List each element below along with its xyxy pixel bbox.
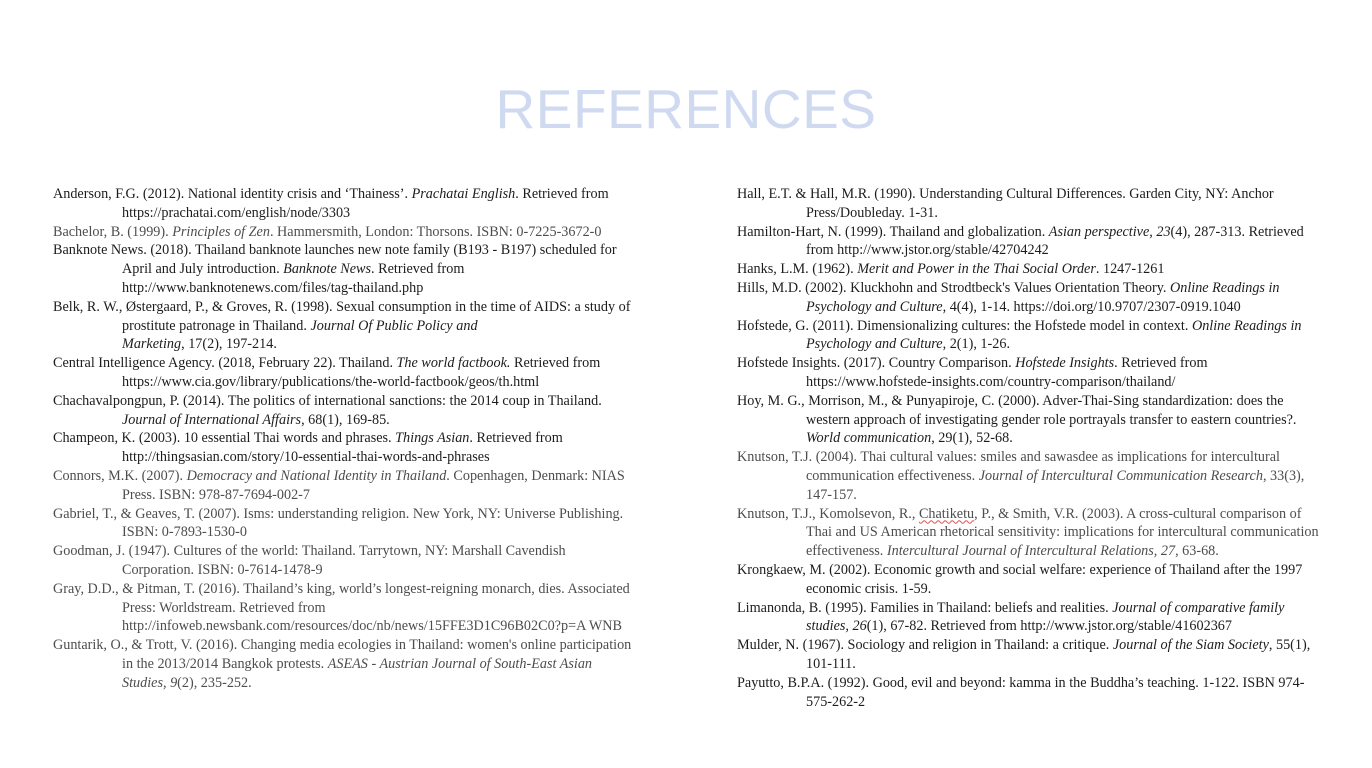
reference-entry: Mulder, N. (1967). Sociology and religion in Thailand: a critique. Journal of the Siam Society, 55(1), 101-111. [737, 637, 1311, 672]
reference-entry: Krongkaew, M. (2002). Economic growth and social welfare: experience of Thailand after the 1997 economic crisis. 1-59. [737, 561, 1303, 597]
slide-title: REFERENCES [495, 78, 877, 140]
reference-entry: Banknote News. (2018). Thailand banknote launches new note family (B193 - B197) scheduled for April and July introduction. Banknote News. Retrieved from http://www.banknotenews.com/files/tag-thailand.php [53, 242, 617, 296]
reference-entry: Connors, M.K. (2007). Democracy and National Identity in Thailand. Copenhagen, Denmark: NIAS Press. ISBN: 978-87-7694-002-7 [53, 467, 625, 503]
reference-entry: Chachavalpongpun, P. (2014). The politics of international sanctions: the 2014 coup in Thailand. Journal of International Affairs, 68(1), 169-85. [53, 392, 602, 428]
references-left-column [53, 185, 633, 693]
reference-entry: Limanonda, B. (1995). Families in Thailand: beliefs and realities. Journal of comparative family studies, 26(1), 67-82. Retrieved from http://www.jstor.org/stable/41602367 [737, 599, 1285, 635]
reference-entry: Hofstede, G. (2011). Dimensionalizing cultures: the Hofstede model in context. Online Readings in Psychology and Culture, 2(1), 1-26. [737, 317, 1302, 353]
reference-entry: Hall, E.T. & Hall, M.R. (1990). Understanding Cultural Differences. Garden City, NY: Anchor Press/Doubleday. 1-31. [737, 186, 1274, 221]
references-right-column [737, 185, 1327, 711]
reference-entry: Bachelor, B. (1999). Principles of Zen. Hammersmith, London: Thorsons. ISBN: 0-7225-3672-0 [53, 223, 602, 240]
reference-entry: Knutson, T.J. (2004). Thai cultural values: smiles and sawasdee as implications for intercultural communication effectiveness. Journal of Intercultural Communication Research, 33(3), 147-157. [737, 449, 1305, 503]
reference-entry: Hills, M.D. (2002). Kluckhohn and Strodtbeck's Values Orientation Theory. Online Readings in Psychology and Culture, 4(4), 1-14. https://doi.org/10.9707/2307-0919.1040 [737, 279, 1280, 315]
reference-entry: Goodman, J. (1947). Cultures of the world: Thailand. Tarrytown, NY: Marshall Cavendish Corporation. ISBN: 0-7614-1478-9 [53, 543, 566, 578]
reference-entry: Gabriel, T., & Geaves, T. (2007). Isms: understanding religion. New York, NY: Universe Publishing. ISBN: 0-7893-1530-0 [53, 505, 624, 541]
reference-entry: Hoy, M. G., Morrison, M., & Punyapiroje, C. (2000). Adver-Thai-Sing standardization: does the western approach of investigating gender role portrayals transfer to eastern countries?. World communication, 29(1), 52-68. [737, 392, 1297, 447]
reference-entry: Hofstede Insights. (2017). Country Comparison. Hofstede Insights. Retrieved from https://www.hofstede-insights.com/country-comparison/thailand/ [737, 355, 1208, 390]
reference-entry: Anderson, F.G. (2012). National identity crisis and ‘Thainess’. Prachatai English. Retrieved from https://prachatai.com/english/node/3303 [53, 186, 609, 221]
spellcheck-flagged-word: Chatiketu [918, 505, 975, 522]
reference-entry: Gray, D.D., & Pitman, T. (2016). Thailand’s king, world’s longest-reigning monarch, dies. Associated Press: Worldstream. Retrieved from http://infoweb.newsbank.com/resources/doc/nb/news/15FFE3D1C96B02C0?p=A WNB [53, 580, 630, 635]
reference-entry: Guntarik, O., & Trott, V. (2016). Changing media ecologies in Thailand: women's online participation in the 2013/2014 Bangkok protests. ASEAS - Austrian Journal of South-East Asian Studies, 9(2), 235-252. [53, 637, 632, 691]
reference-entry: Knutson, T.J., Komolsevon, R., Chatiketu, P., & Smith, V.R. (2003). A cross-cultural comparison of Thai and US American rhetorical sensitivity: implications for intercultural communication effectiveness. Intercultural Journal of Intercultural Relations, 27, 63-68. [737, 505, 1319, 560]
reference-entry: Hanks, L.M. (1962). Merit and Power in the Thai Social Order. 1247-1261 [737, 261, 1165, 278]
reference-entry: Payutto, B.P.A. (1992). Good, evil and beyond: kamma in the Buddha’s teaching. 1-122. ISBN 974-575-262-2 [737, 674, 1305, 710]
reference-entry: Central Intelligence Agency. (2018, February 22). Thailand. The world factbook. Retrieved from https://www.cia.gov/library/publications/the-world-factbook/geos/th.html [53, 355, 601, 390]
reference-entry: Champeon, K. (2003). 10 essential Thai words and phrases. Things Asian. Retrieved from http://thingsasian.com/story/10-essential-thai-words-and-phrases [53, 430, 563, 466]
reference-entry: Belk, R. W., Østergaard, P., & Groves, R. (1998). Sexual consumption in the time of AIDS: a study of prostitute patronage in Thailand. Journal Of Public Policy and Marketing, 17(2), 197-214. [53, 298, 631, 353]
reference-entry: Hamilton-Hart, N. (1999). Thailand and globalization. Asian perspective, 23(4), 287-313. Retrieved from http://www.jstor.org/stable/42704242 [737, 223, 1304, 259]
